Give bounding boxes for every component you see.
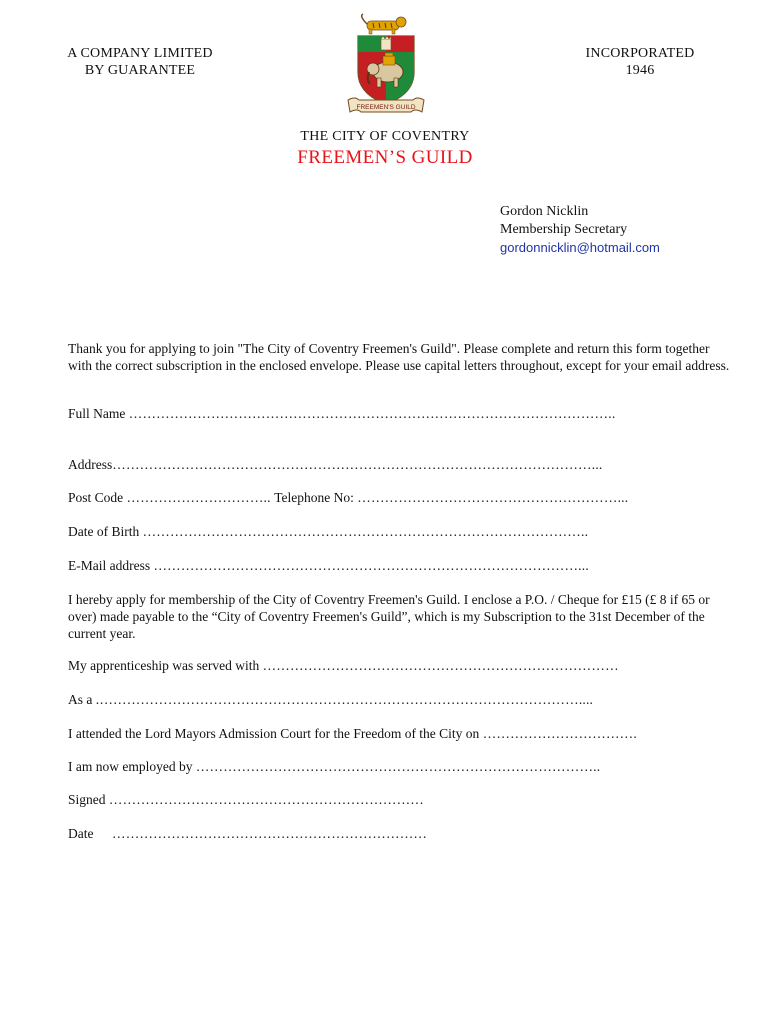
date-label: Date — [68, 826, 94, 841]
secretary-name: Gordon Nicklin — [500, 204, 589, 219]
email-field[interactable] — [68, 558, 589, 574]
secretary-role: Membership Secretary — [500, 222, 628, 237]
address-label: Address — [68, 457, 113, 472]
post-code-label: Post Code — [68, 490, 124, 505]
as-a-label: As a — [68, 692, 93, 707]
employed-by-blank[interactable]: …………………………………………………………………………….. — [195, 759, 601, 774]
tiger-crest-icon — [362, 14, 406, 34]
incorporated-header — [570, 45, 710, 79]
email-blank[interactable]: …………………………………………………………………………………... — [153, 558, 589, 573]
declaration-paragraph: I hereby apply for membership of the City of Coventry Freemen's Guild. I enclose a P.O. / Cheque for £15 (£ 8 if 65 or over) made payable to the “City of Coventry Freemen's Guild”, which is my Subscription to the 31st December of the current year. — [68, 592, 710, 641]
admission-court-label: I attended the Lord Mayors Admission Court for the Freedom of the City on — [68, 726, 480, 741]
telephone-label: Telephone No: — [274, 490, 354, 505]
intro-paragraph: Thank you for applying to join "The City of Coventry Freemen's Guild". Please complete and return this form together with the correct subscription in the enclosed envelope. Please use capital letters throughout, except for your email address. — [68, 341, 730, 373]
full-name-label: Full Name — [68, 406, 126, 421]
telephone-blank[interactable]: …………………………………………………... — [357, 490, 629, 505]
company-limited-header — [60, 45, 220, 79]
date-of-birth-label: Date of Birth — [68, 524, 140, 539]
post-code-blank[interactable]: ………………………….. — [126, 490, 275, 505]
employed-by-field[interactable] — [68, 759, 600, 775]
address-blank[interactable]: ……………………………………………………………………………………………... — [112, 457, 603, 472]
secretary-contact — [500, 203, 660, 257]
address-field[interactable] — [68, 457, 602, 473]
as-a-field[interactable] — [68, 692, 593, 708]
guild-title: FREEMEN’S GUILD — [297, 147, 473, 168]
secretary-email-link[interactable]: gordonnicklin@hotmail.com — [500, 240, 660, 255]
apprenticeship-label: My apprenticeship was served with — [68, 658, 260, 673]
date-field[interactable] — [68, 826, 427, 842]
email-label: E-Mail address — [68, 558, 151, 573]
signed-blank[interactable]: …………………………………………………………… — [108, 792, 424, 807]
date-blank[interactable]: …………………………………………………………… — [112, 826, 428, 841]
apprenticeship-field[interactable] — [68, 658, 619, 674]
full-name-blank[interactable]: …………………………………………………………………………………………….. — [128, 406, 616, 421]
company-limited-line2: BY GUARANTEE — [84, 63, 196, 78]
crest-banner-text: FREEMEN'S GUILD — [356, 104, 416, 111]
signed-field[interactable] — [68, 792, 424, 808]
as-a-blank[interactable]: .…………………………………………………………………………………………….... — [95, 692, 594, 707]
admission-court-blank[interactable]: ……………………………. — [482, 726, 637, 741]
admission-court-field[interactable] — [68, 726, 637, 742]
apprenticeship-blank[interactable]: …………………………………………………………………… — [262, 658, 619, 673]
company-limited-line1: A COMPANY LIMITED — [67, 46, 213, 61]
date-of-birth-blank[interactable]: …………………………………………………………………………………….. — [142, 524, 589, 539]
employed-by-label: I am now employed by — [68, 759, 193, 774]
city-title: THE CITY OF COVENTRY — [300, 129, 470, 144]
postcode-telephone-row — [68, 490, 628, 506]
date-of-birth-field[interactable] — [68, 524, 588, 540]
full-name-field[interactable] — [68, 406, 615, 422]
guild-crest-logo — [345, 12, 427, 117]
incorporated-line1: INCORPORATED — [585, 46, 695, 61]
incorporated-year: 1946 — [625, 63, 655, 78]
signed-label: Signed — [68, 792, 106, 807]
